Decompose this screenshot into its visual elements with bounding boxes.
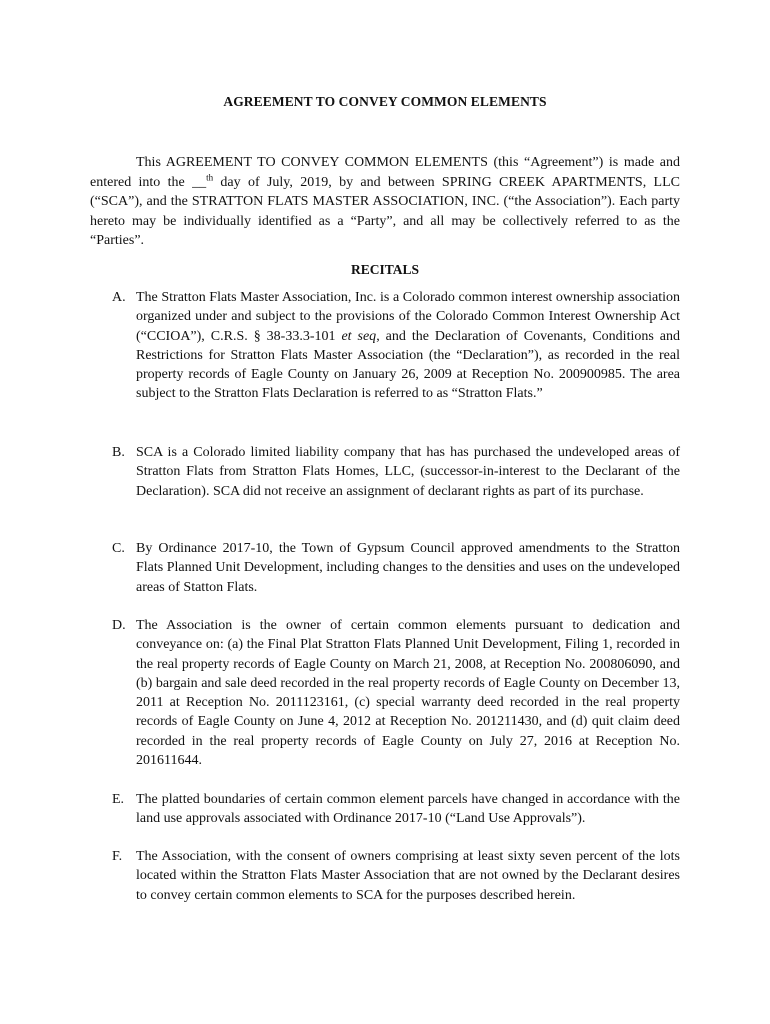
recital-item-b — [112, 443, 680, 501]
recital-text-italic: et seq — [341, 328, 377, 344]
recital-text: By Ordinance 2017-10, the Town of Gypsum Council approved amendments to the Stratton Flats Planned Unit Development, including changes to the densities and uses on the undeveloped areas of Statton Flats. — [136, 541, 680, 595]
recital-letter: A. — [112, 290, 126, 305]
recital-letter: B. — [112, 445, 125, 460]
recital-item-c — [112, 539, 680, 597]
intro-text-part2: day of July, 2019, by and between SPRING CREEK APARTMENTS, LLC (“SCA”), and the STRATTON FLATS MASTER ASSOCIATION, INC. (“the Association”). Each party hereto may be individually identified as a “Party”, and all may be collectively referred to as the “Parties”. — [90, 174, 680, 249]
recital-item-d — [112, 616, 680, 770]
recital-item-e — [112, 790, 680, 829]
recital-text: The platted boundaries of certain common element parcels have changed in accordance with the land use approvals associated with Ordinance 2017-10 (“Land Use Approvals”). — [136, 792, 680, 827]
recital-letter: C. — [112, 541, 125, 556]
recital-letter: D. — [112, 618, 126, 633]
document-title: AGREEMENT TO CONVEY COMMON ELEMENTS — [223, 94, 547, 109]
intro-paragraph — [90, 153, 680, 251]
recital-item-f — [112, 847, 680, 905]
recital-text: The Association, with the consent of owners comprising at least sixty seven percent of the lots located within the Stratton Flats Master Association that are not owned by the Declarant desires to convey certain common elements to SCA for the purposes described herein. — [136, 849, 680, 903]
recital-text-part2: , and the Declaration of Covenants, Conditions and Restrictions for Stratton Flats Master Association (the “Declaration”), as recorded in the real property records of Eagle County on January 26, 2009 at Reception No. 200900985. The area subject to the Stratton Flats Declaration is referred to as “Stratton Flats.” — [136, 328, 680, 402]
recital-text: SCA is a Colorado limited liability company that has has purchased the undeveloped areas of Stratton Flats from Stratton Flats Homes, LLC, (successor-in-interest to the Declarant of the Declaration). SCA did not receive an assignment of declarant rights as part of its purchase. — [136, 445, 680, 499]
recital-letter: E. — [112, 792, 125, 807]
recital-item-a — [112, 288, 680, 404]
recitals-heading: RECITALS — [350, 262, 420, 277]
intro-text-part1: This AGREEMENT TO CONVEY COMMON ELEMENTS (this “Agreement”) is made and entered into the __ — [90, 155, 680, 190]
recital-text-part1: The Stratton Flats Master Association, Inc. is a Colorado common interest ownership association organized under and subject to the provisions of the Colorado Common Interest Ownership Act (“CCIOA”), C.R.S. § 38-33.3-101 — [136, 290, 680, 344]
intro-superscript: th — [206, 171, 214, 182]
recital-text — [136, 288, 680, 404]
recital-text: The Association is the owner of certain common elements pursuant to dedication and conveyance on: (a) the Final Plat Stratton Flats Planned Unit Development, Filing 1, recorded in the real property records of Eagle County on March 21, 2008, at Reception No. 200806090, and (b) bargain and sale deed recorded in the real property records of Eagle County on December 13, 2011 at Reception No. 2011123161, (c) special warranty deed recorded in the real property records of Eagle County on June 4, 2012 at Reception No. 201211430, and (d) quit claim deed recorded in the real property records of Eagle County on July 27, 2016 at Reception No. 201611644. — [136, 618, 680, 769]
recital-letter: F. — [112, 849, 123, 864]
